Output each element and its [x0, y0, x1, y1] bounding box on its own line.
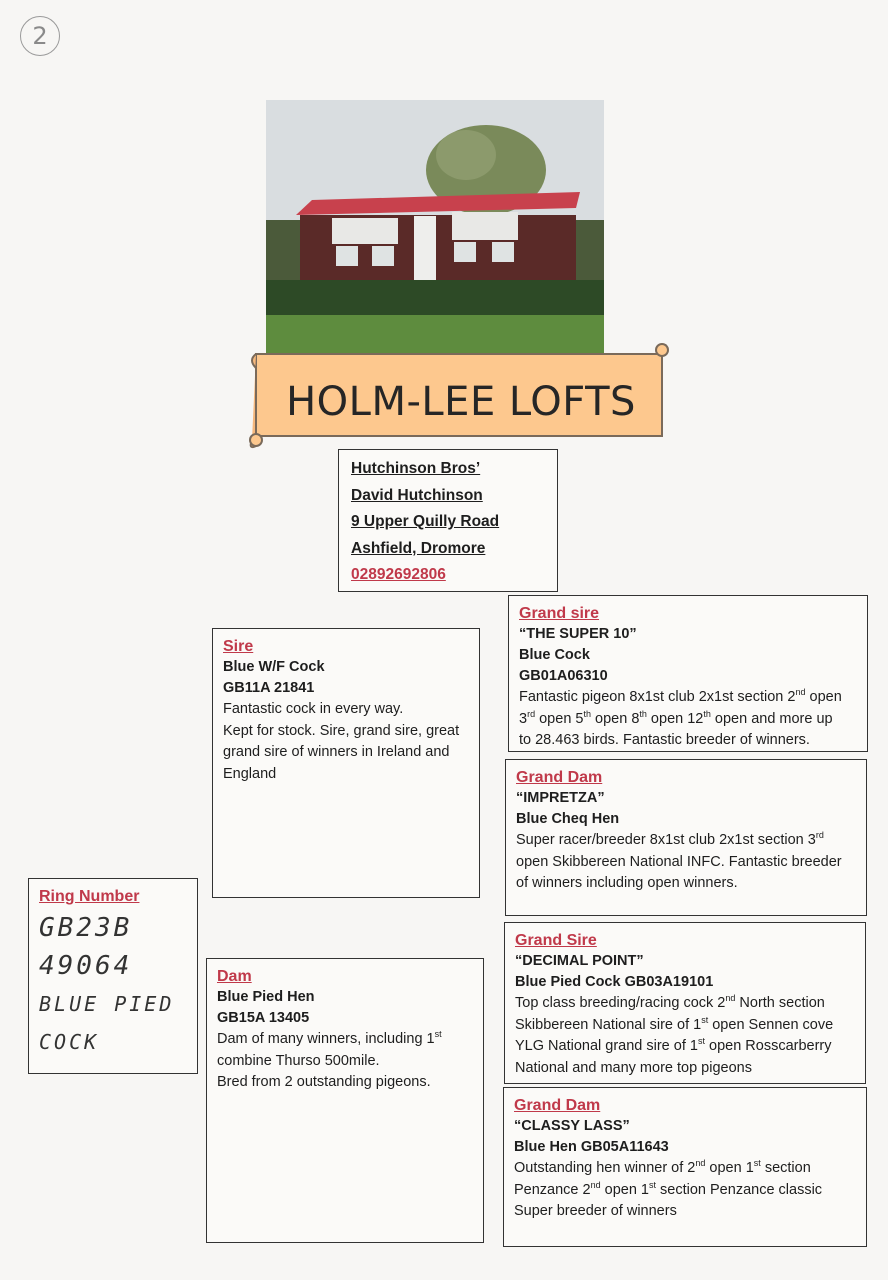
grand-dam-text: open Skibbereen National INFC. Fantastic breeder — [516, 853, 842, 870]
grand-dam-2-box — [503, 1087, 867, 1247]
grand-sire-colour: Blue Pied Cock GB03A19101 — [515, 974, 714, 990]
dam-text: Dam of many winners, including 1st — [217, 1029, 442, 1047]
grand-dam-text: Super racer/breeder 8x1st club 2x1st section 3rd — [516, 830, 824, 848]
sire-heading: Sire — [223, 638, 254, 655]
grand-sire-heading: Grand Sire — [515, 932, 597, 949]
grand-sire-text: 3rd open 5th open 8th open 12th open and more up — [519, 708, 833, 727]
sire-text: grand sire of winners in Ireland and — [223, 744, 450, 760]
grand-sire-text: to 28.463 birds. Fantastic breeder of winners. — [519, 732, 810, 748]
grand-sire-2-box — [504, 922, 866, 1084]
grand-sire-text: YLG National grand sire of 1st open Rosscarberry — [515, 1036, 832, 1054]
grand-dam-heading: Grand Dam — [514, 1097, 601, 1114]
address-line: 9 Upper Quilly Road — [351, 513, 500, 530]
dam-text: combine Thurso 500mile. — [217, 1052, 380, 1069]
address-box — [338, 449, 558, 592]
handwritten-ring: 49064 — [39, 951, 133, 981]
handwritten-colour: BLUE PIED — [39, 992, 175, 1016]
sire-text: Fantastic cock in every way. — [223, 701, 404, 717]
address-line: Ashfield, Dromore — [351, 539, 486, 557]
dam-colour: Blue Pied Hen — [217, 989, 315, 1005]
grand-sire-text: Fantastic pigeon 8x1st club 2x1st section 2nd open — [519, 687, 842, 705]
grand-dam-text: Outstanding hen winner of 2nd open 1st section — [514, 1158, 811, 1176]
grand-sire-name: “DECIMAL POINT” — [515, 953, 644, 969]
grand-sire-colour: Blue Cock — [519, 647, 590, 663]
grand-dam-heading: Grand Dam — [516, 769, 603, 786]
sire-text: England — [223, 765, 277, 782]
sire-text: Kept for stock. Sire, grand sire, great — [223, 722, 460, 739]
dam-box — [206, 958, 484, 1243]
sire-colour: Blue W/F Cock — [223, 659, 325, 675]
handwritten-sex: COCK — [39, 1030, 100, 1054]
grand-sire-name: “THE SUPER 10” — [519, 626, 637, 642]
dam-ring: GB15A 13405 — [217, 1010, 310, 1026]
grand-sire-text: Top class breeding/racing cock 2nd North section — [515, 993, 825, 1011]
grand-dam-text: Super breeder of winners — [514, 1203, 677, 1219]
grand-sire-1-box — [508, 595, 868, 752]
phone-number: 02892692806 — [351, 566, 446, 583]
dam-text: Bred from 2 outstanding pigeons. — [217, 1074, 431, 1090]
grand-sire-text: National and many more top pigeons — [515, 1059, 752, 1076]
sire-box — [212, 628, 480, 898]
loft-photo — [266, 100, 604, 354]
grand-dam-colour: Blue Hen GB05A11643 — [514, 1139, 669, 1155]
address-line: David Hutchinson — [351, 486, 483, 504]
page-number-circle: 2 — [20, 16, 60, 56]
handwritten-ring: GB23B — [39, 913, 133, 943]
grand-sire-ring: GB01A06310 — [519, 668, 608, 684]
loft-title: HOLM-LEE LOFTS — [286, 379, 636, 425]
grand-dam-1-box — [505, 759, 867, 916]
grand-dam-text: Penzance 2nd open 1st section Penzance classic — [514, 1179, 823, 1198]
grand-dam-text: of winners including open winners. — [516, 875, 738, 891]
grand-sire-text: Skibbereen National sire of 1st open Sennen cove — [515, 1014, 834, 1033]
sire-ring: GB11A 21841 — [223, 680, 315, 696]
grand-dam-colour: Blue Cheq Hen — [516, 811, 620, 827]
address-line: Hutchinson Bros’ — [351, 460, 481, 477]
dam-heading: Dam — [217, 968, 252, 985]
ring-heading: Ring Number — [39, 888, 140, 905]
grand-dam-name: “CLASSY LASS” — [514, 1118, 630, 1134]
ring-number-box — [28, 878, 198, 1074]
grand-sire-heading: Grand sire — [519, 605, 600, 622]
grand-dam-name: “IMPRETZA” — [516, 790, 605, 806]
